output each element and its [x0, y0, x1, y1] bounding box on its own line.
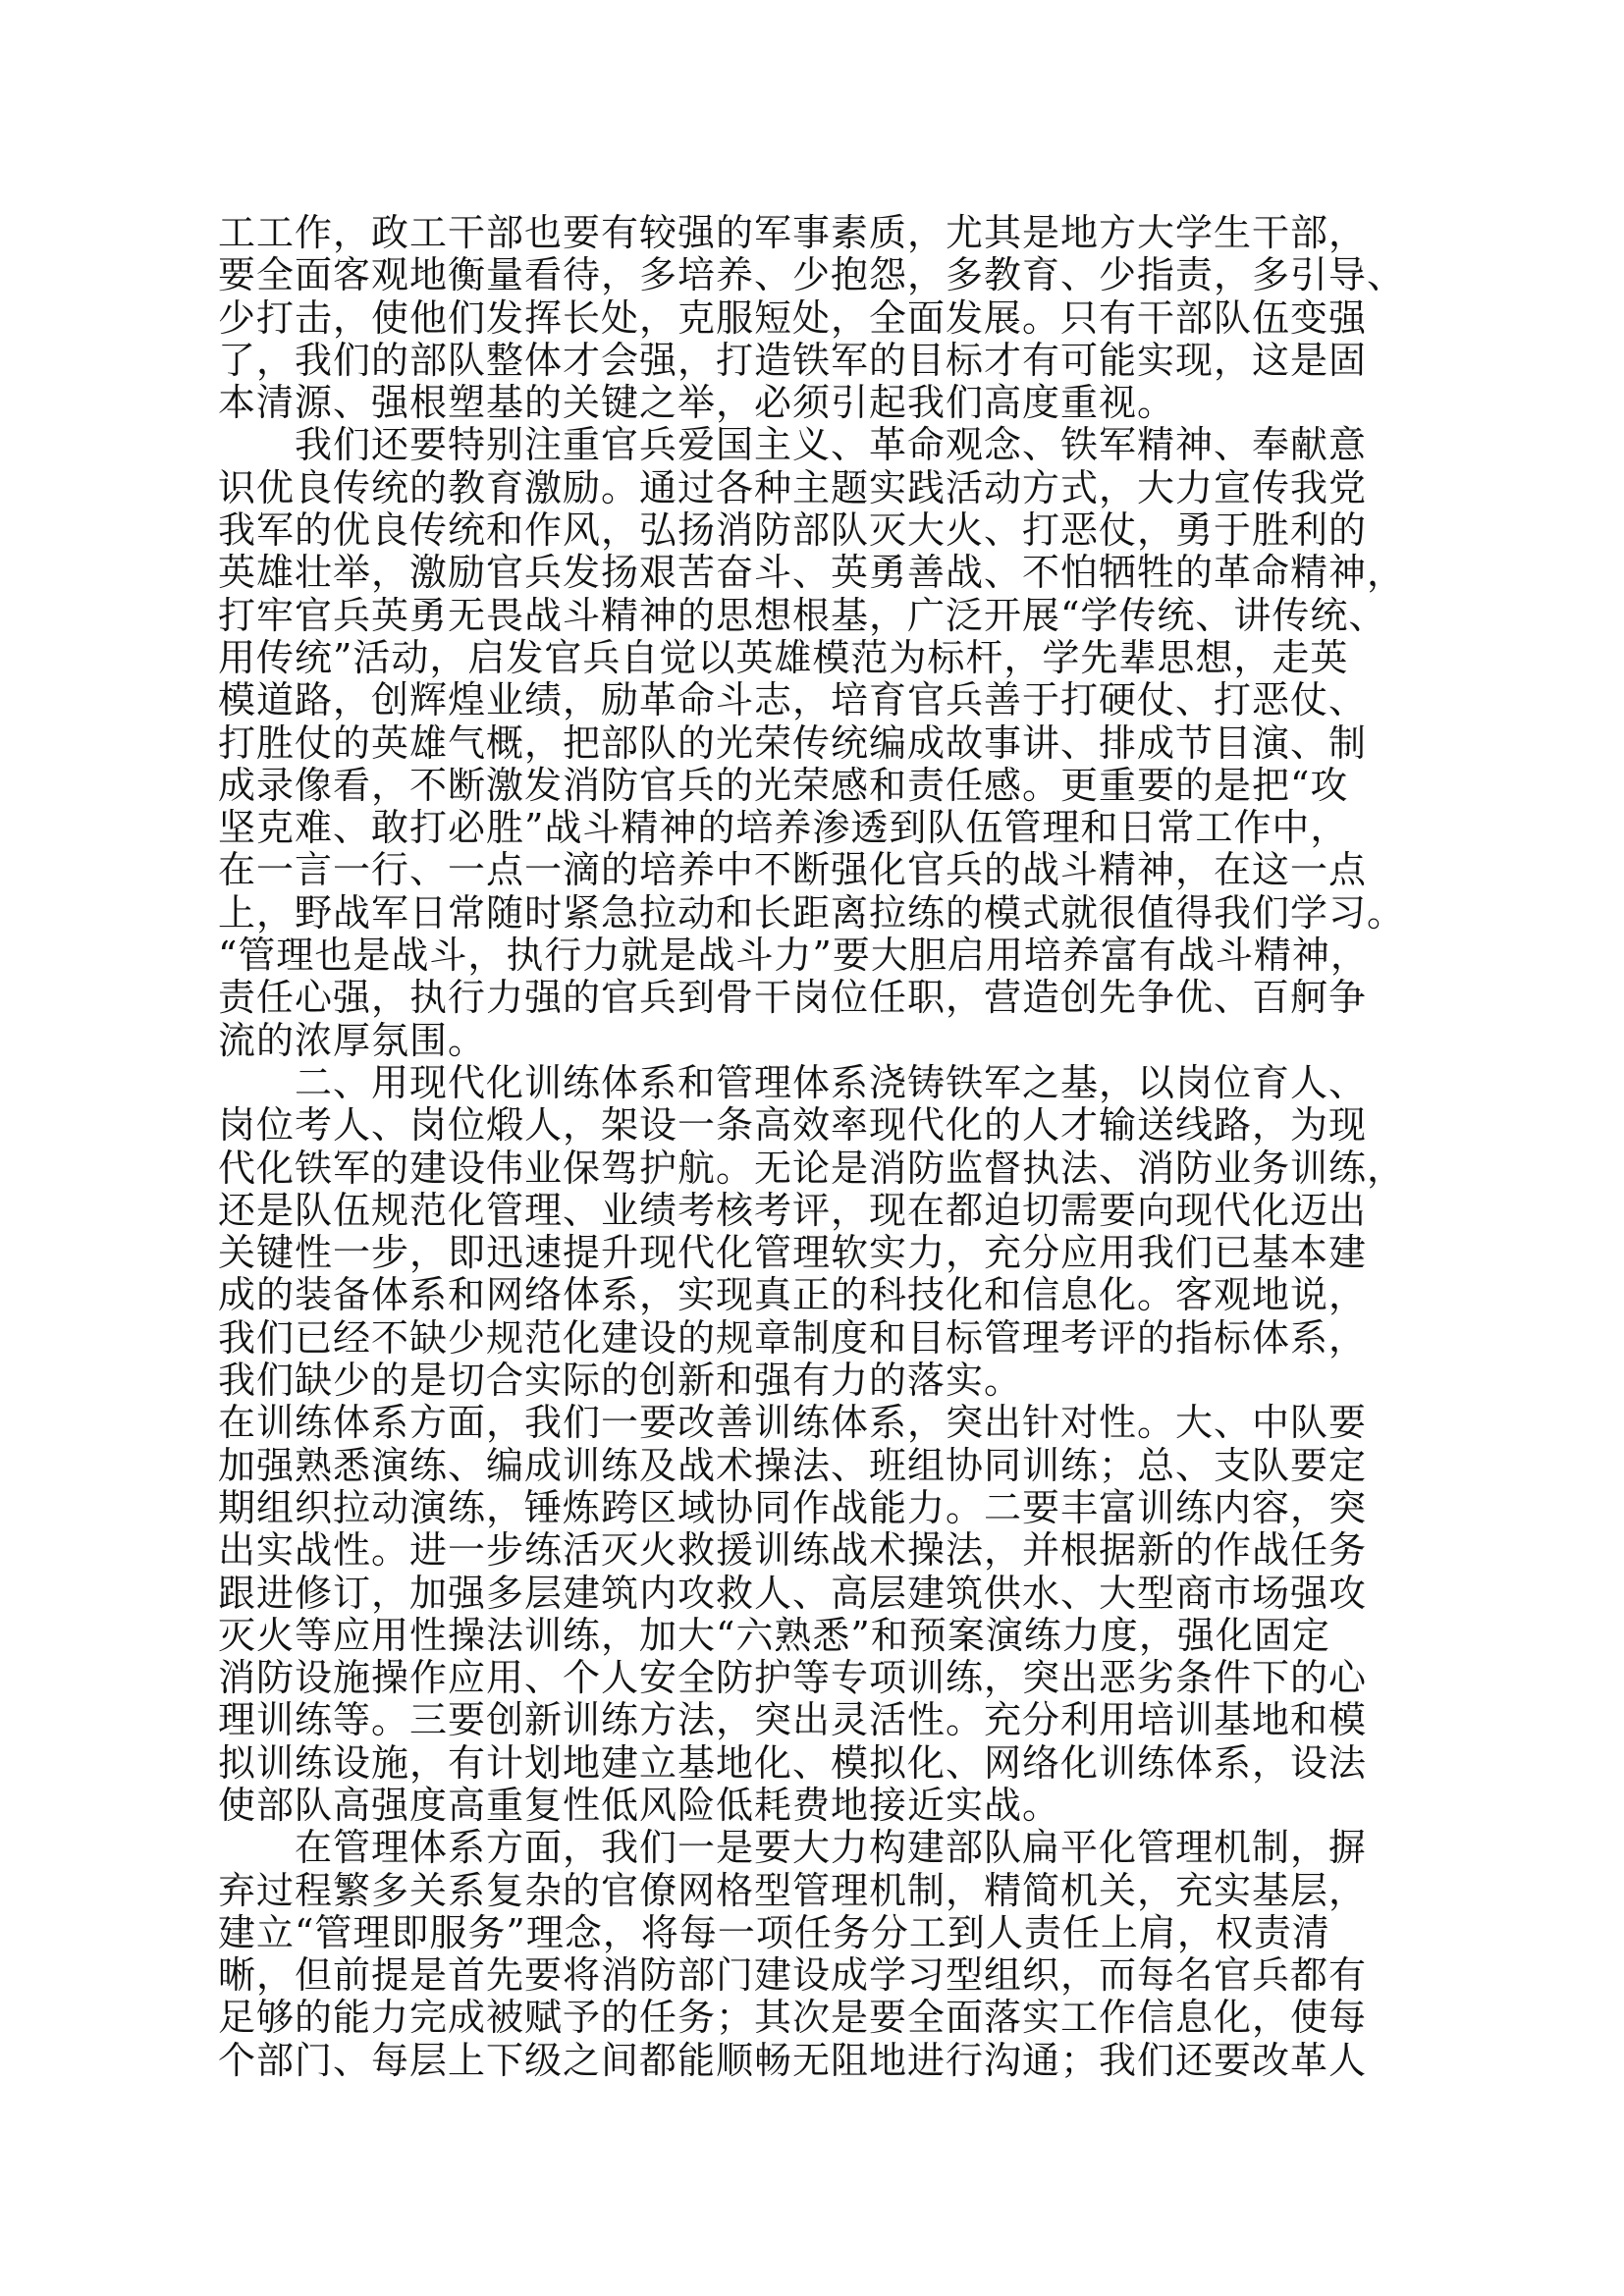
text-line: 拟训练设施，有计划地建立基地化、模拟化、网络化训练体系，设法: [218, 1740, 1368, 1785]
text-line: 我军的优良传统和作风，弘扬消防部队灭大火、打恶仗，勇于胜利的: [218, 508, 1368, 553]
text-line: 岗位考人、岗位煅人，架设一条高效率现代化的人才输送线路，为现: [218, 1103, 1368, 1148]
text-line: 足够的能力完成被赋予的任务；其次是要全面落实工作信息化，使每: [218, 1996, 1368, 2040]
text-line: 在管理体系方面，我们一是要大力构建部队扁平化管理机制，摒: [295, 1826, 1368, 1870]
text-line: 识优良传统的教育激励。通过各种主题实践活动方式，大力宣传我党: [218, 465, 1368, 509]
text-line: 加强熟悉演练、编成训练及战术操法、班组协同训练；总、支队要定: [218, 1443, 1368, 1487]
text-line: 打牢官兵英勇无畏战斗精神的思想根基，广泛开展“学传统、讲传统、: [218, 593, 1387, 637]
text-line: 工工作，政工干部也要有较强的军事素质，尤其是地方大学生干部，: [218, 211, 1368, 254]
text-line: 期组织拉动演练，锤炼跨区域协同作战能力。二要丰富训练内容，突: [218, 1485, 1368, 1529]
text-line: 建立“管理即服务”理念，将每一项任务分工到人责任上肩，权责清: [218, 1910, 1330, 1954]
paragraph: [218, 1827, 1455, 2082]
text-line: 使部队高强度高重复性低风险低耗费地接近实战。: [218, 1783, 1061, 1827]
text-line: 本清源、强根塑基的关键之举，必须引起我们高度重视。: [218, 381, 1176, 425]
paragraph: [218, 212, 1455, 424]
text-line: 成的装备体系和网络体系，实现真正的科技化和信息化。客观地说，: [218, 1273, 1368, 1317]
text-line: 了，我们的部队整体才会强，打造铁军的目标才有可能实现，这是固: [218, 338, 1368, 382]
text-line: 成录像看，不断激发消防官兵的光荣感和责任感。更重要的是把“攻: [218, 763, 1349, 807]
text-line: 跟进修订，加强多层建筑内攻救人、高层建筑供水、大型商市场强攻: [218, 1571, 1368, 1615]
text-line: 理训练等。三要创新训练方法，突出灵活性。充分利用培训基地和模: [218, 1698, 1368, 1742]
text-line: 英雄壮举，激励官兵发扬艰苦奋斗、英勇善战、不怕牺牲的革命精神，: [218, 551, 1406, 595]
text-line: 上，野战军日常随时紧急拉动和长距离拉练的模式就很值得我们学习。: [218, 890, 1406, 934]
document-body: [218, 212, 1455, 2082]
paragraph: [218, 1062, 1455, 1402]
text-line: 少打击，使他们发挥长处，克服短处，全面发展。只有干部队伍变强: [218, 295, 1368, 340]
text-line: 要全面客观地衡量看待，多培养、少抱怨，多教育、少指责，多引导、: [218, 253, 1406, 297]
text-line: 我们还要特别注重官兵爱国主义、革命观念、铁军精神、奉献意: [295, 423, 1368, 467]
text-line: 二、用现代化训练体系和管理体系浇铸铁军之基，以岗位育人、: [295, 1060, 1368, 1104]
text-line: 在一言一行、一点一滴的培养中不断强化官兵的战斗精神，在这一点: [218, 848, 1368, 892]
text-line: 个部门、每层上下级之间都能顺畅无阻地进行沟通；我们还要改革人: [218, 2038, 1368, 2082]
text-line: 我们缺少的是切合实际的创新和强有力的落实。: [218, 1359, 1023, 1403]
text-line: 打胜仗的英雄气概，把部队的光荣传统编成故事讲、排成节目演、制: [218, 721, 1368, 765]
text-line: 代化铁军的建设伟业保驾护航。无论是消防监督执法、消防业务训练，: [218, 1146, 1406, 1190]
text-line: 出实战性。进一步练活灭火救援训练战术操法，并根据新的作战任务: [218, 1528, 1368, 1573]
text-line: 弃过程繁多关系复杂的官僚网格型管理机制，精简机关，充实基层，: [218, 1868, 1368, 1912]
text-line: 在训练体系方面，我们一要改善训练体系，突出针对性。大、中队要: [218, 1401, 1368, 1445]
text-line: 坚克难、敢打必胜”战斗精神的培养渗透到队伍管理和日常工作中，: [218, 806, 1349, 850]
text-line: 还是队伍规范化管理、业绩考核考评，现在都迫切需要向现代化迈出: [218, 1188, 1368, 1232]
text-line: “管理也是战斗，执行力就是战斗力”要大胆启用培养富有战斗精神，: [218, 934, 1369, 978]
text-line: 用传统”活动，启发官兵自觉以英雄模范为标杆，学先辈思想，走英: [218, 635, 1349, 679]
paragraph: [218, 1402, 1455, 1827]
text-line: 灭火等应用性操法训练，加大“六熟悉”和预案演练力度，强化固定: [218, 1613, 1330, 1657]
text-line: 晰，但前提是首先要将消防部门建设成学习型组织，而每名官兵都有: [218, 1953, 1368, 1998]
text-line: 我们已经不缺少规范化建设的规章制度和目标管理考评的指标体系，: [218, 1315, 1368, 1360]
paragraph: [218, 424, 1455, 1061]
text-line: 流的浓厚氛围。: [218, 1018, 487, 1062]
text-line: 模道路，创辉煌业绩，励革命斗志，培育官兵善于打硬仗、打恶仗、: [218, 678, 1368, 722]
text-line: 消防设施操作应用、个人安全防护等专项训练，突出恶劣条件下的心: [218, 1656, 1368, 1700]
text-line: 关键性一步，即迅速提升现代化管理软实力，充分应用我们已基本建: [218, 1231, 1368, 1275]
text-line: 责任心强，执行力强的官兵到骨干岗位任职，营造创先争优、百舸争: [218, 976, 1368, 1020]
